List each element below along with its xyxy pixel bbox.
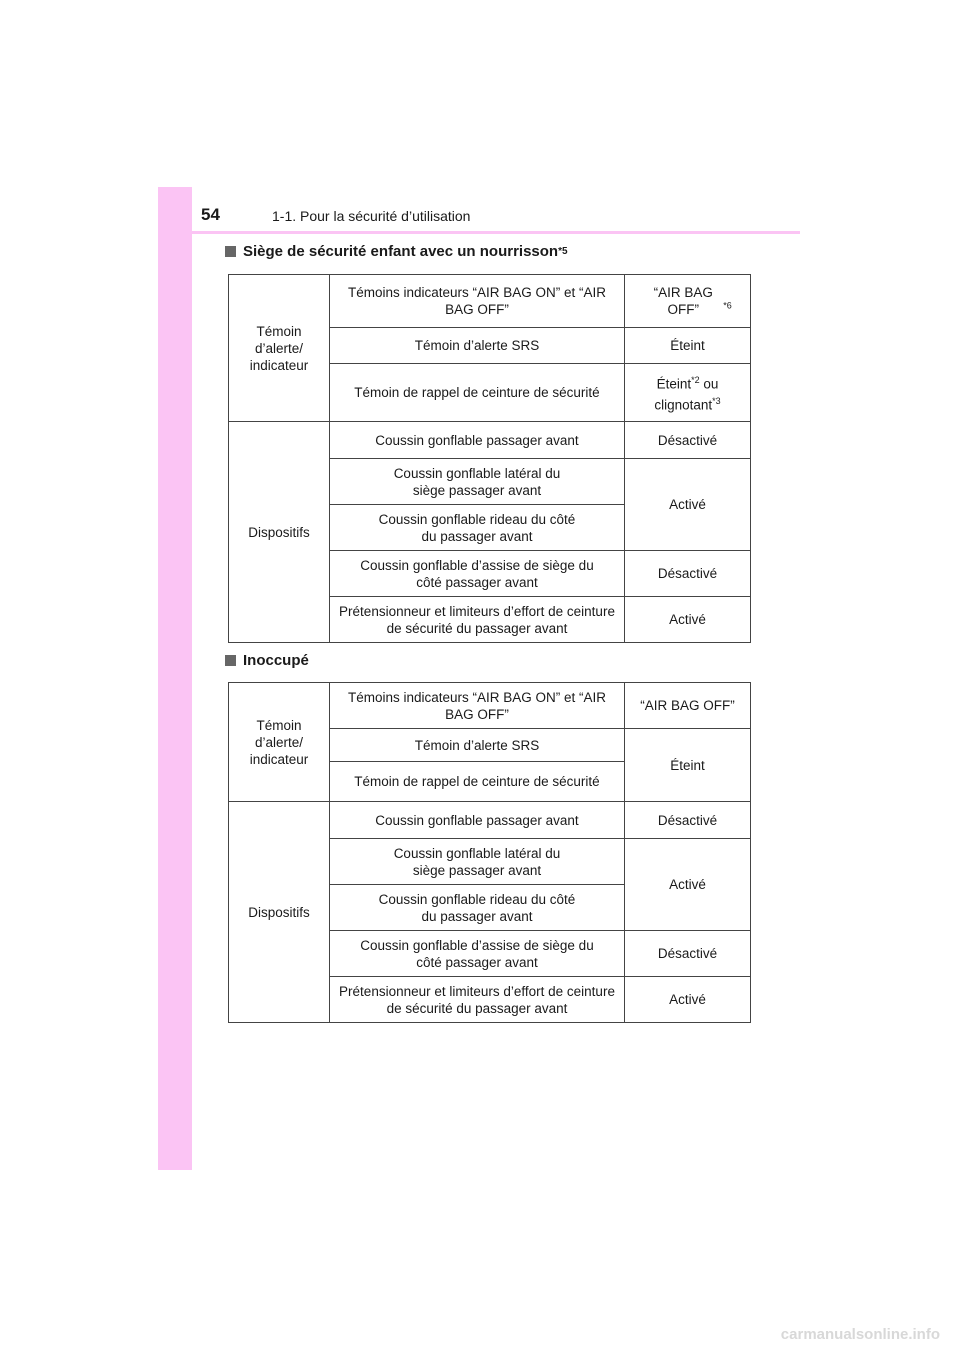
- table-cell: [330, 977, 625, 1023]
- table-cell: [625, 364, 751, 422]
- table-cell: Coussin gonflable passager avant: [330, 422, 625, 459]
- watermark: carmanualsonline.info: [780, 1326, 940, 1343]
- table-cell: “AIR BAG OFF”: [625, 683, 751, 729]
- row-label: Coussin gonflable d’assise de siège du côté passager avant: [360, 937, 594, 970]
- table-cell: Témoin de rappel de ceinture de sécurité: [330, 364, 625, 422]
- table-cell: Coussin gonflable passager avant: [330, 802, 625, 839]
- footnote-ref: *2: [691, 375, 700, 385]
- table-cell: [330, 551, 625, 597]
- dispositifs-label-cell: Dispositifs: [229, 802, 330, 1023]
- footnote-ref: *3: [712, 395, 721, 406]
- section2-heading-text: Inoccupé: [243, 652, 309, 669]
- square-bullet-icon: [225, 655, 236, 666]
- section2-table: [228, 682, 751, 1023]
- table-cell: Désactivé: [625, 802, 751, 839]
- row-label: Coussin gonflable latéral du siège passager avant: [393, 465, 561, 498]
- temoin-label-cell: [229, 275, 330, 422]
- footnote-ref: *6: [723, 300, 732, 311]
- row-value: Éteint: [656, 376, 692, 392]
- dispositifs-label-cell: Dispositifs: [229, 422, 330, 643]
- row-label: Coussin gonflable latéral du siège passager avant: [393, 845, 561, 878]
- row-label: Prétensionneur et limiteurs d’effort de ceinture de sécurité du passager avant: [339, 983, 615, 1016]
- page-number: 54: [201, 205, 220, 224]
- table-cell: [330, 931, 625, 977]
- row-value-joiner: ou: [699, 376, 719, 392]
- square-bullet-icon: [225, 246, 236, 257]
- section1-table: [228, 274, 751, 643]
- section1-heading: Siège de sécurité enfant avec un nourrisson *5: [225, 243, 568, 260]
- table-cell: [330, 459, 625, 505]
- table-cell: [330, 597, 625, 643]
- table-row: [229, 683, 751, 729]
- temoin-label: Témoin d’alerte/ indicateur: [249, 323, 309, 373]
- header-rule: [192, 231, 800, 234]
- row-label: Coussin gonflable d’assise de siège du côté passager avant: [360, 557, 594, 590]
- table-row: [229, 802, 751, 839]
- section-title: 1-1. Pour la sécurité d’utilisation: [272, 208, 471, 224]
- table-cell: Activé: [625, 459, 751, 551]
- table-cell: Témoin d’alerte SRS: [330, 328, 625, 364]
- table-cell: [625, 275, 751, 328]
- table-cell: Désactivé: [625, 931, 751, 977]
- table-cell: [330, 275, 625, 328]
- row-label: Coussin gonflable rideau du côté du passager avant: [378, 891, 576, 924]
- row-label: Coussin gonflable rideau du côté du passager avant: [378, 511, 576, 544]
- table-cell: Éteint: [625, 328, 751, 364]
- row-value: clignotant: [654, 397, 713, 412]
- temoin-label-cell: [229, 683, 330, 802]
- table-cell: Désactivé: [625, 551, 751, 597]
- section1-heading-text: Siège de sécurité enfant avec un nourrisson: [243, 243, 559, 260]
- row-label: Témoins indicateurs “AIR BAG ON” et “AIR BAG OFF”: [347, 285, 607, 317]
- table-cell: Éteint: [625, 729, 751, 802]
- table-cell: [330, 505, 625, 551]
- section2-heading: [225, 652, 309, 669]
- table-cell: Activé: [625, 977, 751, 1023]
- temoin-label: Témoin d’alerte/ indicateur: [249, 717, 309, 767]
- table-cell: Témoin de rappel de ceinture de sécurité: [330, 762, 625, 802]
- row-value: “AIR BAG OFF”: [653, 285, 713, 317]
- side-tab-strip: [158, 187, 192, 1170]
- row-label: Témoins indicateurs “AIR BAG ON” et “AIR BAG OFF”: [347, 689, 607, 722]
- table-cell: [330, 885, 625, 931]
- table-cell: Activé: [625, 839, 751, 931]
- row-label: Prétensionneur et limiteurs d’effort de ceinture de sécurité du passager avant: [339, 603, 615, 636]
- table-cell: [330, 839, 625, 885]
- table-cell: Témoin d’alerte SRS: [330, 729, 625, 762]
- table-cell: Désactivé: [625, 422, 751, 459]
- table-row: [229, 275, 751, 328]
- table-cell: Activé: [625, 597, 751, 643]
- table-cell: [330, 683, 625, 729]
- table-row: [229, 422, 751, 459]
